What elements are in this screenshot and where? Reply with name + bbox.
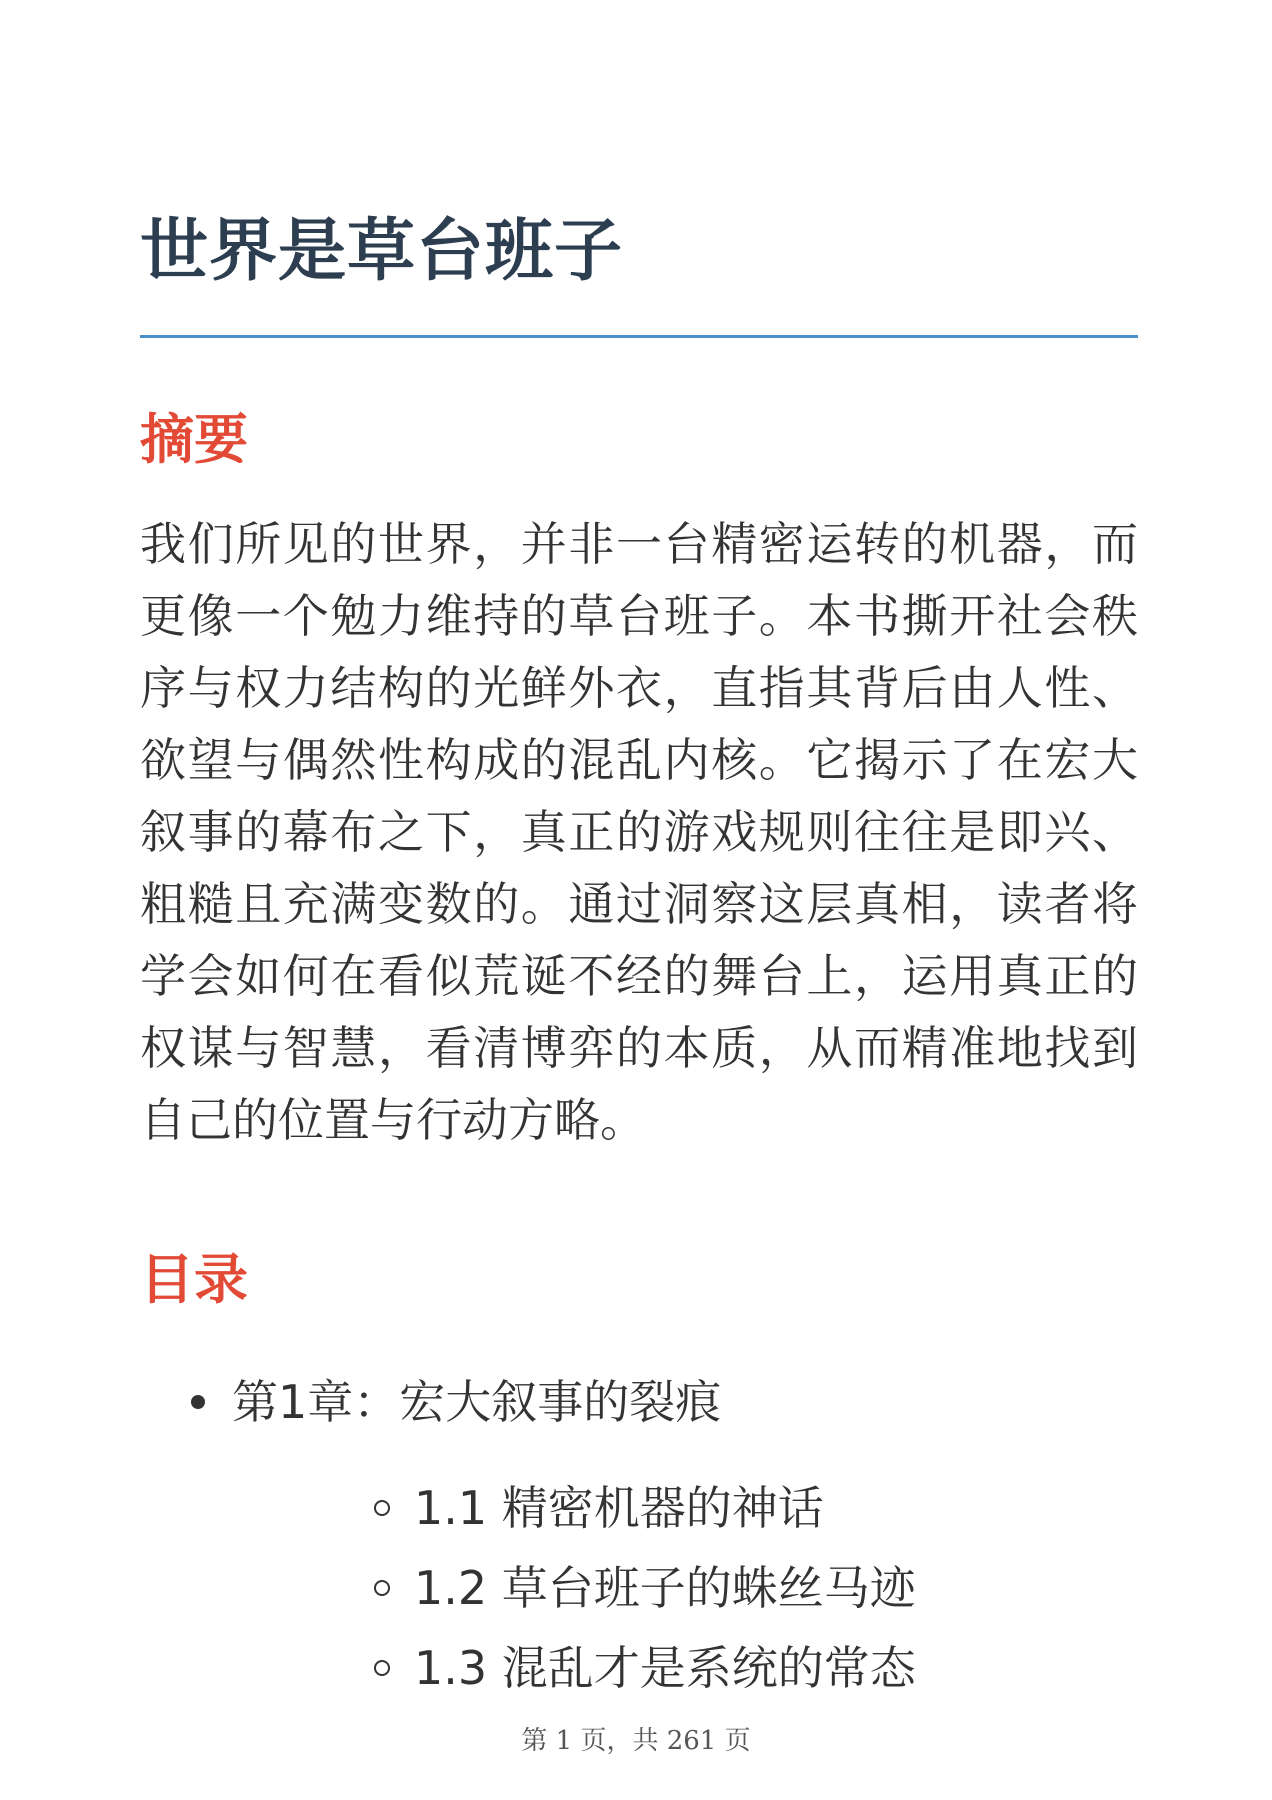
toc-section-1-2[interactable] xyxy=(232,1548,1138,1628)
abstract-heading: 摘要 xyxy=(140,408,248,471)
toc-chapter-label: 第1章：宏大叙事的裂痕 xyxy=(232,1375,722,1429)
abstract-body: 我们所见的世界，并非一台精密运转的机器，而更像一个勉力维持的草台班子。本书撕开社会秩序与权力结构的光鲜外衣，直指其背后由人性、欲望与偶然性构成的混乱内核。它揭示了在宏大叙事的幕布之下，真正的游戏规则往往是即兴、粗糙且充满变数的。通过洞察这层真相，读者将学会如何在看似荒诞不经的舞台上，运用真正的权谋与智慧，看清博弈的本质，从而精准地找到自己的位置与行动方略。 xyxy=(140,517,1138,1147)
bullet-circle-icon xyxy=(374,1660,390,1676)
toc-section-label: 1.2 草台班子的蛛丝马迹 xyxy=(414,1561,916,1615)
toc-section-label: 1.1 精密机器的神话 xyxy=(414,1481,824,1535)
toc-section-1-1[interactable] xyxy=(232,1468,1138,1548)
title-divider xyxy=(140,335,1138,338)
document-title: 世界是草台班子 xyxy=(140,212,624,291)
bullet-circle-icon xyxy=(374,1500,390,1516)
page-content xyxy=(140,205,1138,1708)
page-number-footer: 第 1 页，共 261 页 xyxy=(521,1726,751,1756)
toc-section-1-3[interactable] xyxy=(232,1628,1138,1708)
toc-section-label: 1.3 混乱才是系统的常态 xyxy=(414,1641,916,1695)
toc-chapter-1[interactable] xyxy=(140,1366,1138,1708)
bullet-disc-icon xyxy=(191,1395,205,1409)
table-of-contents xyxy=(140,1366,1138,1708)
toc-heading: 目录 xyxy=(140,1248,248,1311)
toc-chapter-1-sections xyxy=(232,1468,1138,1708)
bullet-circle-icon xyxy=(374,1580,390,1596)
